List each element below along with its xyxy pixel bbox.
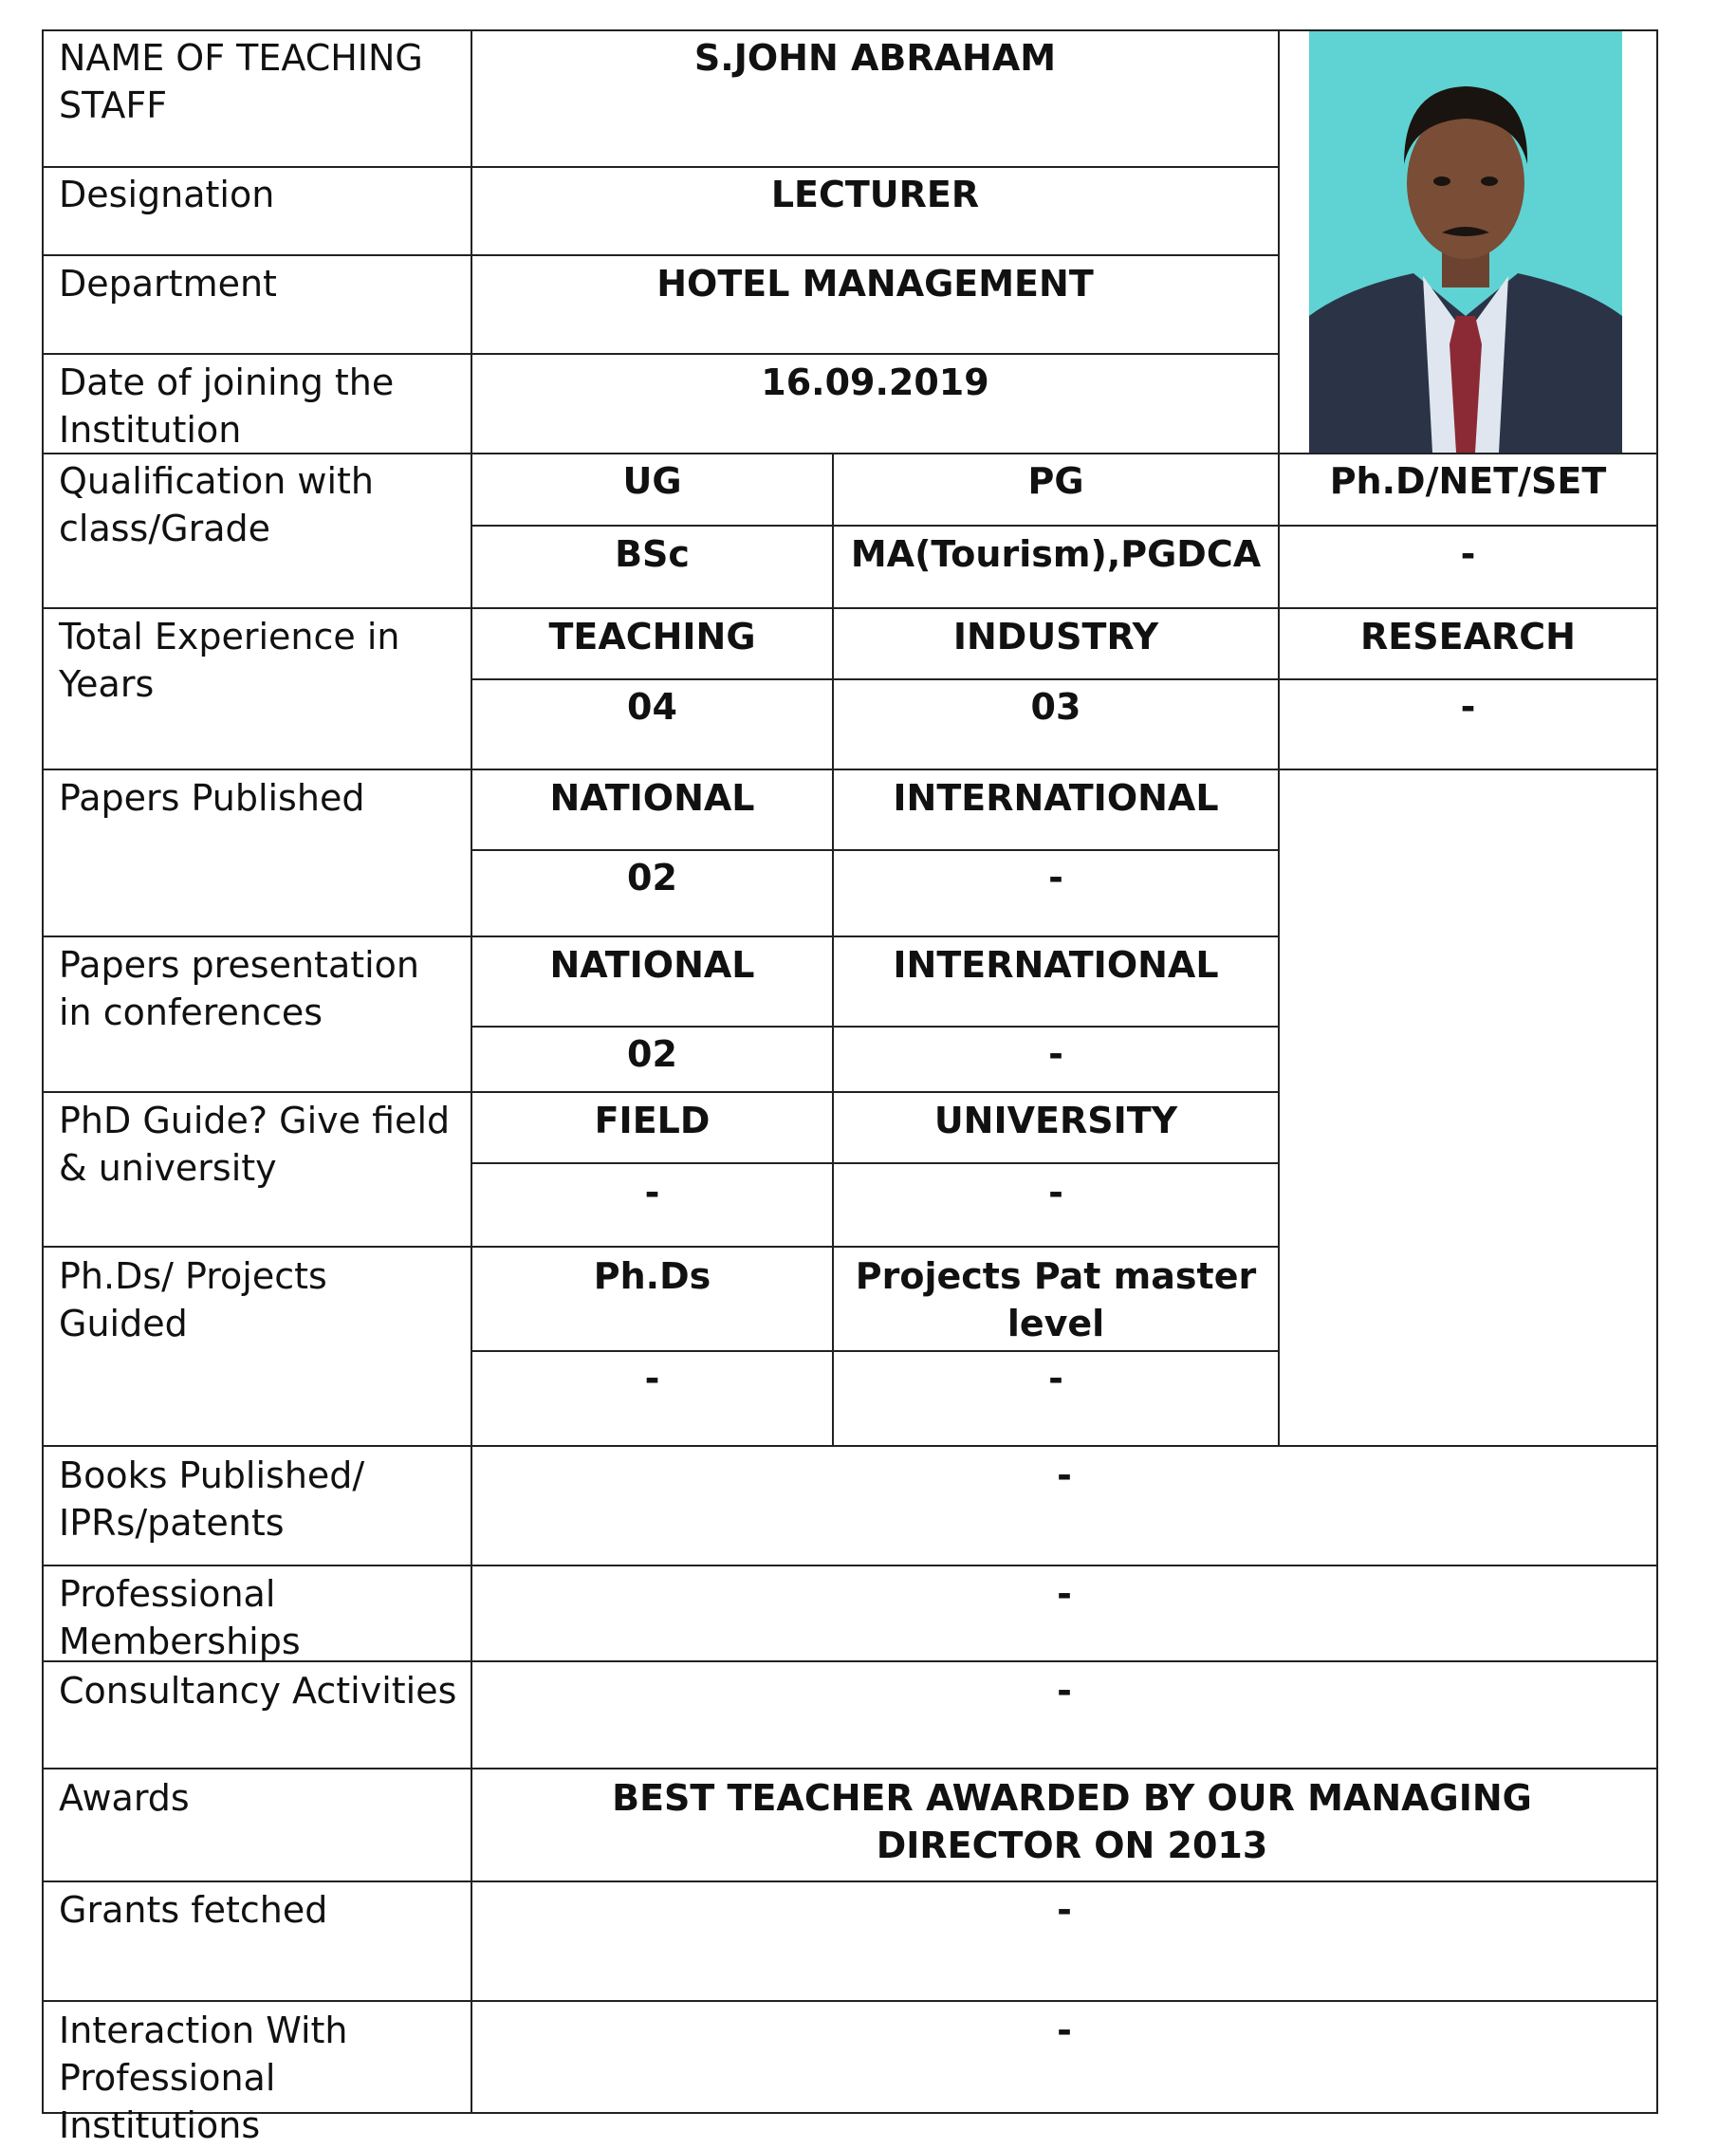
department-label: Department <box>59 263 277 305</box>
papers-published-value-international: - <box>1048 857 1063 899</box>
experience-header-research: RESEARCH <box>1360 616 1576 658</box>
papers-published-header-international: INTERNATIONAL <box>893 777 1219 819</box>
phd-guide-value-field: - <box>644 1172 660 1213</box>
designation-value: LECTURER <box>770 174 980 215</box>
row-divider <box>42 353 1280 355</box>
row-divider <box>42 936 1280 937</box>
papers-presented-header-national: NATIONAL <box>549 944 755 986</box>
qualification-label: Qualification with class/Grade <box>59 460 374 549</box>
experience-header-teaching: TEACHING <box>548 616 756 658</box>
experience-label: Total Experience in Years <box>59 616 400 705</box>
papers-presented-header-international: INTERNATIONAL <box>893 944 1219 986</box>
department-value: HOTEL MANAGEMENT <box>656 263 1094 305</box>
subrow-divider <box>471 1026 1280 1028</box>
consultancy-label: Consultancy Activities <box>59 1670 457 1712</box>
guided-value-projects: - <box>1048 1358 1063 1399</box>
phd-guide-value-university: - <box>1048 1172 1063 1213</box>
subrow-divider <box>471 1162 1280 1164</box>
staff-portrait-icon <box>1309 31 1622 453</box>
phd-guide-label: PhD Guide? Give field & university <box>59 1100 451 1189</box>
row-divider <box>42 1091 1280 1093</box>
guided-value-phds: - <box>644 1358 660 1399</box>
experience-header-industry: INDUSTRY <box>952 616 1159 658</box>
experience-value-teaching: 04 <box>627 686 677 728</box>
consultancy-value: - <box>1057 1670 1072 1712</box>
column-divider <box>1278 29 1280 1445</box>
portrait-svg <box>1309 31 1622 453</box>
designation-label: Designation <box>59 174 275 215</box>
papers-presented-value-national: 02 <box>627 1033 677 1075</box>
row-divider <box>42 1445 1658 1447</box>
books-label: Books Published/ IPRs/patents <box>59 1454 365 1544</box>
name-value: S.JOHN ABRAHAM <box>693 37 1057 79</box>
row-divider <box>42 1246 1280 1248</box>
papers-published-value-national: 02 <box>627 857 677 899</box>
subrow-divider <box>471 849 1280 851</box>
experience-value-research: - <box>1460 686 1476 728</box>
row-divider <box>42 1565 1658 1566</box>
row-divider <box>42 254 1280 256</box>
row-divider <box>42 769 1658 770</box>
subrow-divider <box>471 678 1658 680</box>
row-divider <box>42 1768 1658 1769</box>
qualification-header-phd: Ph.D/NET/SET <box>1329 460 1607 502</box>
subrow-divider <box>471 525 1658 527</box>
memberships-value: - <box>1057 1573 1072 1615</box>
qualification-value-phd: - <box>1460 533 1476 575</box>
row-divider <box>42 607 1658 609</box>
papers-published-header-national: NATIONAL <box>549 777 755 819</box>
qualification-value-pg: MA(Tourism),PGDCA <box>850 533 1262 575</box>
phd-guide-header-field: FIELD <box>594 1100 711 1141</box>
doj-label: Date of joining the Institution <box>59 361 395 451</box>
qualification-header-ug: UG <box>622 460 682 502</box>
papers-published-label: Papers Published <box>59 777 365 819</box>
qualification-header-pg: PG <box>1027 460 1084 502</box>
interaction-label: Interaction With Professional Institutions <box>59 2010 348 2146</box>
books-value: - <box>1057 1454 1072 1496</box>
papers-presented-label: Papers presentation in conferences <box>59 944 420 1033</box>
papers-presented-value-international: - <box>1048 1033 1063 1075</box>
table-border <box>1656 29 1658 2112</box>
grants-label: Grants fetched <box>59 1889 328 1931</box>
guided-header-projects: Projects Pat master level <box>855 1255 1257 1344</box>
awards-value: BEST TEACHER AWARDED BY OUR MANAGING DIRECTOR ON 2013 <box>612 1777 1532 1866</box>
row-divider <box>42 166 1280 168</box>
guided-header-phds: Ph.Ds <box>593 1255 711 1297</box>
subrow-divider <box>471 1350 1280 1352</box>
guided-label: Ph.Ds/ Projects Guided <box>59 1255 327 1344</box>
qualification-value-ug: BSc <box>615 533 690 575</box>
phd-guide-header-university: UNIVERSITY <box>933 1100 1178 1141</box>
name-label: NAME OF TEACHING STAFF <box>59 37 423 126</box>
interaction-value: - <box>1057 2010 1072 2051</box>
row-divider <box>42 2000 1658 2002</box>
doj-value: 16.09.2019 <box>761 361 989 403</box>
awards-label: Awards <box>59 1777 190 1819</box>
row-divider <box>42 1880 1658 1882</box>
grants-value: - <box>1057 1889 1072 1931</box>
table-border <box>42 29 44 2112</box>
experience-value-industry: 03 <box>1030 686 1081 728</box>
memberships-label: Professional Memberships <box>59 1573 301 1662</box>
